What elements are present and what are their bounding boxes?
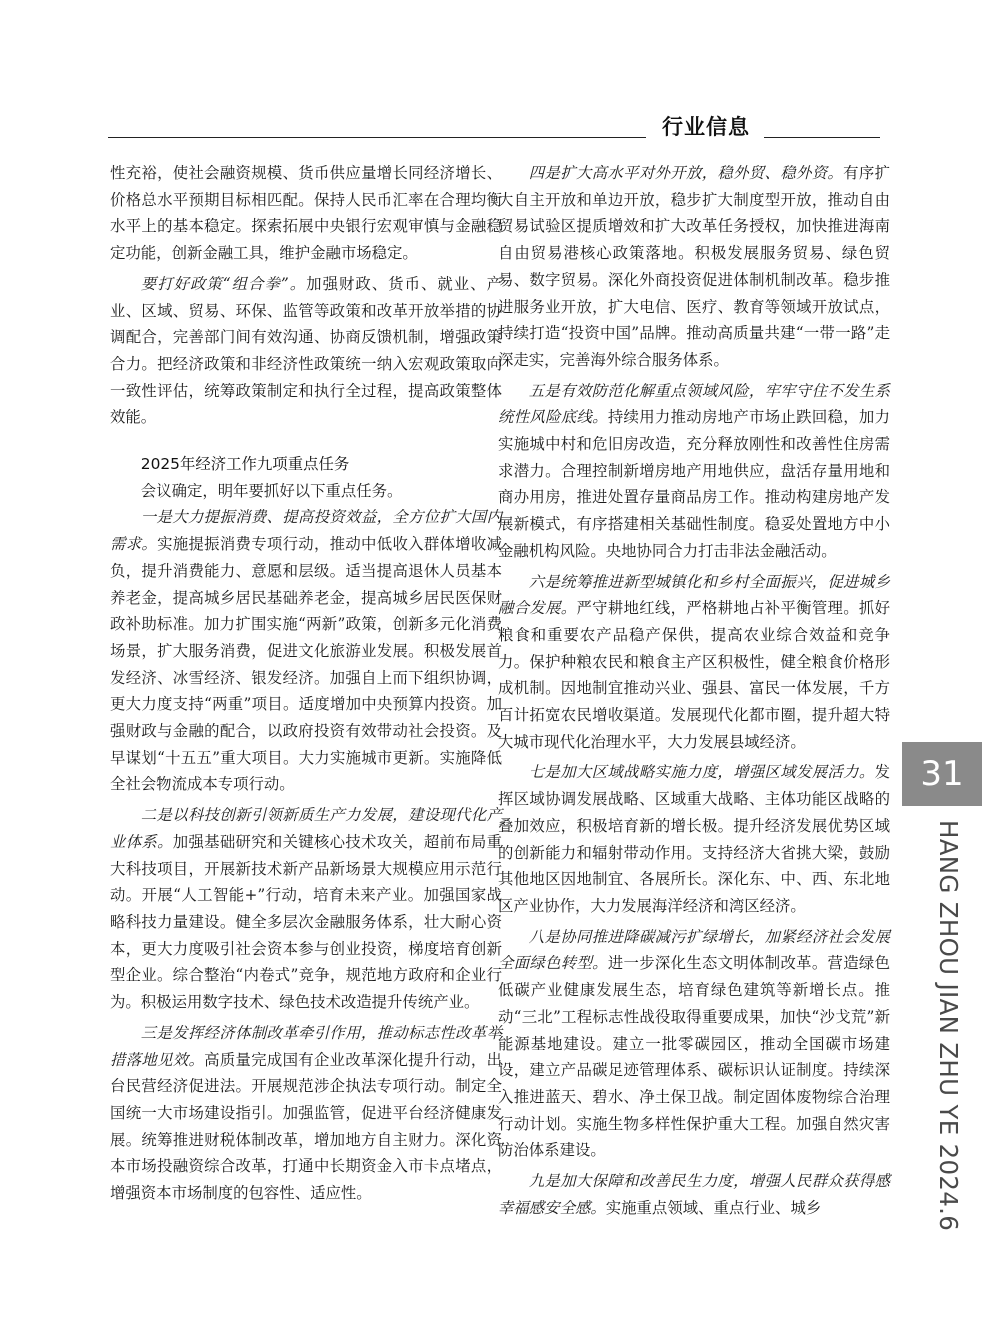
paragraph: 性充裕，使社会融资规模、货币供应量增长同经济增长、价格总水平预期目标相匹配。保持人民币汇率在合理均衡水平上的基本稳定。探索拓展中央银行宏观审慎与金融稳定功能，创新金融工具，维护金融市场稳定。 [110, 164, 502, 263]
task-subheading: 2025年经济工作九项重点任务 [140, 455, 350, 474]
right-column [498, 160, 890, 1221]
paragraph: 会议确定，明年要抓好以下重点任务。 [140, 481, 403, 500]
task-body: 高质量完成国有企业改革深化提升行动，出台民营经济促进法。开展规范涉企执法专项行动。制定全国统一大市场建设指引。加强监管，促进平台经济健康发展。统筹推进财税体制改革，增加地方自主财力。深化资本市场投融资综合改革，打通中长期资金入市卡点堵点，增强资本市场制度的包容性、适应性。 [110, 1050, 502, 1203]
journal-name-vertical: HANG ZHOU JIAN ZHU YE 2024.6 [934, 820, 963, 1232]
task-paragraph [110, 1020, 502, 1207]
task-body: 实施重点领域、重点行业、城乡 [605, 1198, 822, 1217]
paragraph-lead: 要打好政策“组合拳”。 [140, 274, 307, 293]
task-paragraph [498, 160, 890, 374]
task-body: 实施提振消费专项行动，推动中低收入群体增收减负，提升消费能力、意愿和层级。适当提高退休人员基本养老金，提高城乡居民基础养老金，提高城乡居民医保财政补助标准。加力扩围实施“两新”政策，创新多元化消费场景，扩大服务消费，促进文化旅游业发展。积极发展首发经济、冰雪经济、银发经济。加强自上而下组织协调，更大力度支持“两重”项目。适度增加中央预算内投资。加强财政与金融的配合，以政府投资有效带动社会投资。及早谋划“十五五”重大项目。大力实施城市更新。实施降低全社会物流成本专项行动。 [110, 535, 502, 794]
task-body: 持续用力推动房地产市场止跌回稳，加力实施城中村和危旧房改造，充分释放刚性和改善性住房需求潜力。合理控制新增房地产用地供应，盘活存量用地和商办用房，推进处置存量商品房工作。推动构建房地产发展新模式，有序搭建相关基础性制度。稳妥处置地方中小金融机构风险。央地协同合力打击非法金融活动。 [498, 408, 890, 560]
page-number-tab: 31 [902, 742, 982, 806]
task-lead: 五是有效防范化解重点领域风险，牢牢守住不发生系统性风险底线。 [498, 381, 890, 427]
task-paragraph [110, 504, 502, 798]
task-lead: 七是加大区域战略实施力度，增强区域发展活力。 [528, 763, 875, 782]
task-paragraph [498, 378, 890, 565]
task-lead: 四是扩大高水平对外开放，稳外贸、稳外资。 [528, 164, 844, 182]
task-lead: 三是发挥经济体制改革牵引作用，推动标志性改革举措落地见效。 [110, 1023, 502, 1069]
section-title: 行业信息 [662, 115, 750, 139]
task-body: 进一步深化生态文明体制改革。营造绿色低碳产业健康发展生态，培育绿色建筑等新增长点。推动“三北”工程标志性战役取得重要成果，加快“沙戈荒”新能源基地建设。建立一批零碳园区，推动全国碳市场建设，建立产品碳足迹管理体系、碳标识认证制度。持续深入推进蓝天、碧水、净土保卫战。制定固体废物综合治理行动计划。实施生物多样性保护重大工程。加强自然灾害防治体系建设。 [498, 954, 890, 1160]
header-rule-right [764, 137, 880, 138]
task-paragraph [498, 759, 890, 919]
task-body: 有序扩大自主开放和单边开放，稳步扩大制度型开放，推动自由贸易试验区提质增效和扩大改革任务授权，加快推进海南自由贸易港核心政策落地。积极发展服务贸易、绿色贸易、数字贸易。深化外商投资促进体制机制改革。稳步推进服务业开放，扩大电信、医疗、教育等领域开放试点，持续打造“投资中国”品牌。推动高质量共建“一带一路”走深走实，完善海外综合服务体系。 [498, 164, 890, 369]
paragraph-body: 加强财政、货币、就业、产业、区域、贸易、环保、监管等政策和改革开放举措的协调配合，完善部门间有效沟通、协商反馈机制，增强政策合力。把经济政策和非经济性政策统一纳入宏观政策取向一致性评估，统筹政策制定和执行全过程，提高政策整体效能。 [110, 274, 502, 427]
task-paragraph [498, 1168, 890, 1221]
header-rule-left [108, 137, 646, 138]
task-lead: 二是以科技创新引领新质生产力发展，建设现代化产业体系。 [110, 806, 502, 851]
paragraph [110, 271, 502, 431]
task-body: 严守耕地红线，严格耕地占补平衡管理。抓好粮食和重要农产品稳产保供，提高农业综合效益和竞争力。保护种粮农民和粮食主产区积极性，健全粮食价格形成机制。因地制宜推动兴业、强县、富民一体发展，千方百计拓宽农民增收渠道。发展现代化都市圈，提升超大特大城市现代化治理水平，大力发展县域经济。 [498, 599, 890, 751]
task-lead: 六是统筹推进新型城镇化和乡村全面振兴，促进城乡融合发展。 [498, 572, 890, 618]
task-lead: 一是大力提振消费、提高投资效益，全方位扩大国内需求。 [110, 508, 502, 554]
task-paragraph [110, 802, 502, 1016]
task-paragraph [498, 924, 890, 1164]
left-column [110, 160, 502, 1207]
task-paragraph [498, 569, 890, 756]
task-body: 发挥区域协调发展战略、区域重大战略、主体功能区战略的叠加效应，积极培育新的增长极。提升经济发展优势区域的创新能力和辐射带动作用。支持经济大省挑大梁，鼓励其他地区因地制宜、各展所长。深化东、中、西、东北地区产业协作，大力发展海洋经济和湾区经济。 [498, 763, 890, 915]
task-lead: 八是协同推进降碳减污扩绿增长，加紧经济社会发展全面绿色转型。 [498, 927, 890, 973]
task-lead: 九是加大保障和改善民生力度，增强人民群众获得感幸福感安全感。 [498, 1172, 890, 1217]
task-body: 加强基础研究和关键核心技术攻关，超前布局重大科技项目，开展新技术新产品新场景大规模应用示范行动。开展“人工智能+”行动，培育未来产业。加强国家战略科技力量建设。健全多层次金融服务体系，壮大耐心资本，更大力度吸引社会资本参与创业投资，梯度培育创新型企业。综合整治“内卷式”竞争，规范地方政府和企业行为。积极运用数字技术、绿色技术改造提升传统产业。 [110, 832, 502, 1012]
